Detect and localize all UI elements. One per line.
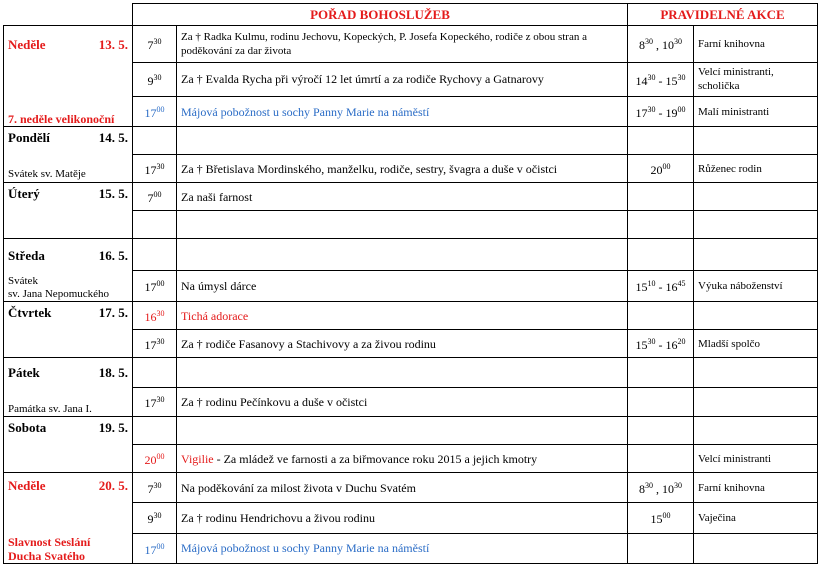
events-title: PRAVIDELNÉ AKCE — [628, 4, 818, 26]
event-name: Farní knihovna — [694, 473, 818, 503]
table-row — [4, 239, 818, 271]
day-name: Pátek — [8, 365, 40, 380]
schedule-table — [3, 3, 818, 564]
table-row — [4, 302, 818, 330]
service-intention: Na úmysl dárce — [177, 270, 628, 302]
event-name: Malí ministranti — [694, 97, 818, 127]
event-time: $15^{30} - 16^{20}$ — [628, 330, 694, 358]
day-name: Sobota — [8, 420, 47, 435]
services-title: POŘAD BOHOSLUŽEB — [133, 4, 628, 26]
event-name: Výuka náboženství — [694, 270, 818, 302]
service-time: $17^{30}$ — [133, 387, 177, 417]
service-time: $9^{30}$ — [133, 503, 177, 533]
day-cell-sunday — [4, 26, 133, 127]
day-note: Památka sv. Jana I. — [8, 403, 92, 415]
day-date: 14. 5. — [98, 130, 128, 145]
service-time: $16^{30}$ — [133, 302, 177, 330]
service-time: $17^{00}$ — [133, 97, 177, 127]
service-intention: Za † rodinu Hendrichovu a živou rodinu — [177, 503, 628, 533]
service-intention: Tichá adorace — [177, 302, 628, 330]
day-name: Neděle — [8, 478, 46, 493]
table-row — [4, 358, 818, 388]
day-date: 13. 5. — [98, 37, 128, 52]
day-date: 18. 5. — [98, 365, 128, 380]
feast-label: 7. neděle velikonoční — [8, 112, 115, 126]
service-time: $7^{30}$ — [133, 26, 177, 63]
event-time: $14^{30} - 15^{30}$ — [628, 62, 694, 96]
service-intention: Májová pobožnost u sochy Panny Marie na náměstí — [177, 533, 628, 563]
day-date: 20. 5. — [98, 478, 128, 493]
service-time: $20^{00}$ — [133, 445, 177, 473]
day-date: 19. 5. — [98, 420, 128, 435]
day-note: Svátek sv. Matěje — [8, 168, 86, 180]
table-row — [4, 26, 818, 63]
day-cell-sunday-2 — [4, 473, 133, 564]
day-name: Neděle — [8, 37, 46, 52]
day-date: 17. 5. — [98, 305, 128, 320]
day-name: Pondělí — [8, 130, 50, 145]
service-intention: Za † Radka Kulmu, rodinu Jechovu, Kopeckých, P. Josefa Kopeckého, rodiče z obou stran a poděkování za dar života — [177, 26, 628, 63]
event-time: $15^{10} - 16^{45}$ — [628, 270, 694, 302]
table-row — [4, 473, 818, 503]
service-time: $17^{00}$ — [133, 270, 177, 302]
event-name: Mladší spolčo — [694, 330, 818, 358]
event-time: $17^{30} - 19^{00}$ — [628, 97, 694, 127]
event-time: $8^{30}$ , $10^{30}$ — [628, 473, 694, 503]
table-row — [4, 417, 818, 445]
feast-label: Slavnost Seslání Ducha Svatého — [8, 535, 91, 563]
day-cell-saturday — [4, 417, 133, 473]
service-intention: Vigilie - Za mládež ve farnosti a za biřmovance roku 2015 a jejich kmotry — [177, 445, 628, 473]
day-cell-thursday — [4, 302, 133, 358]
event-time: $15^{00}$ — [628, 503, 694, 533]
day-cell-wednesday — [4, 239, 133, 302]
service-intention: Za † rodiče Fasanovy a Stachivovy a za živou rodinu — [177, 330, 628, 358]
service-time: $7^{00}$ — [133, 183, 177, 211]
service-intention: Za † Břetislava Mordinského, manželku, rodiče, sestry, švagra a duše v očistci — [177, 155, 628, 183]
service-time: $17^{00}$ — [133, 533, 177, 563]
day-name: Čtvrtek — [8, 305, 52, 320]
day-note: Svátek sv. Jana Nepomuckého — [8, 275, 110, 300]
event-time: $8^{30}$ , $10^{30}$ — [628, 26, 694, 63]
event-name: Velcí ministranti, scholička — [694, 62, 818, 96]
day-cell-monday — [4, 127, 133, 183]
table-row — [4, 127, 818, 155]
day-cell-tuesday — [4, 183, 133, 239]
event-name: Růženec rodin — [694, 155, 818, 183]
day-name: Středa — [8, 248, 45, 263]
service-time: $9^{30}$ — [133, 62, 177, 96]
day-date: 15. 5. — [98, 186, 128, 201]
service-time: $17^{30}$ — [133, 330, 177, 358]
event-name: Velcí ministranti — [694, 445, 818, 473]
event-name: Vaječina — [694, 503, 818, 533]
event-time: $20^{00}$ — [628, 155, 694, 183]
table-row — [4, 183, 818, 211]
header-row — [4, 4, 818, 26]
service-intention: Na poděkování za milost života v Duchu Svatém — [177, 473, 628, 503]
service-intention: Za naši farnost — [177, 183, 628, 211]
service-intention: Májová pobožnost u sochy Panny Marie na náměstí — [177, 97, 628, 127]
service-intention: Za † Evalda Rycha při výročí 12 let úmrtí a za rodiče Rychovy a Gatnarovy — [177, 62, 628, 96]
service-intention: Za † rodinu Pečínkovu a duše v očistci — [177, 387, 628, 417]
day-name: Úterý — [8, 186, 40, 201]
event-name: Farní knihovna — [694, 26, 818, 63]
service-time: $7^{30}$ — [133, 473, 177, 503]
service-time: $17^{30}$ — [133, 155, 177, 183]
day-cell-friday — [4, 358, 133, 417]
day-date: 16. 5. — [98, 248, 128, 263]
